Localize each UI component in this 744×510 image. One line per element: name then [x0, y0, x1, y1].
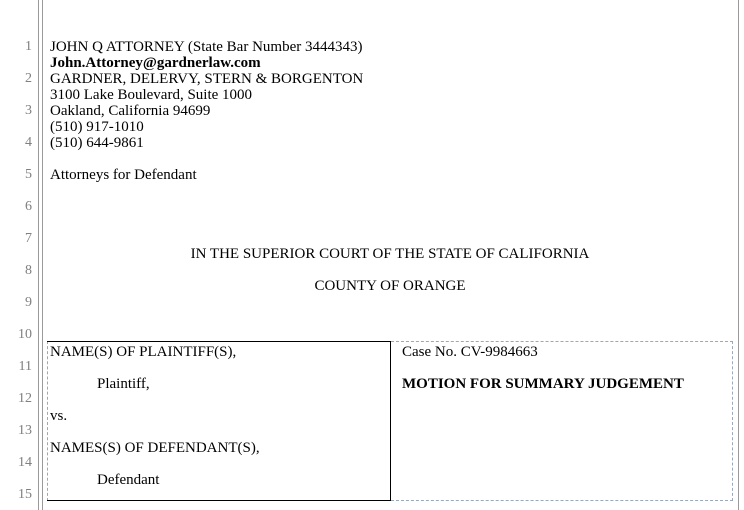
firm-fax[interactable]: (510) 644-9861: [50, 135, 144, 151]
firm-phone[interactable]: (510) 917-1010: [50, 119, 144, 135]
court-county[interactable]: COUNTY OF ORANGE: [314, 278, 466, 294]
line-number: 9: [25, 295, 32, 310]
line-number: 1: [25, 39, 32, 54]
line-number: 14: [18, 455, 32, 470]
versus-label[interactable]: vs.: [50, 408, 68, 424]
court-title[interactable]: IN THE SUPERIOR COURT OF THE STATE OF CALIFORNIA: [190, 246, 590, 262]
line-number: 11: [18, 359, 32, 374]
plaintiff-label[interactable]: Plaintiff,: [97, 376, 150, 392]
line-number: 7: [25, 231, 32, 246]
line-number: 3: [25, 103, 32, 118]
line-number: 12: [18, 391, 32, 406]
line-number: 6: [25, 199, 32, 214]
defendant-names[interactable]: NAMES(S) OF DEFENDANT(S),: [50, 440, 260, 456]
line-number: 4: [25, 135, 32, 150]
line-number: 8: [25, 263, 32, 278]
motion-title[interactable]: MOTION FOR SUMMARY JUDGEMENT: [402, 376, 684, 392]
attorney-name-bar-number[interactable]: JOHN Q ATTORNEY (State Bar Number 3444343): [50, 39, 363, 55]
firm-city-state-zip[interactable]: Oakland, California 94699: [50, 103, 211, 119]
attorney-email[interactable]: John.Attorney@gardnerlaw.com: [50, 55, 261, 71]
line-number: 2: [25, 71, 32, 86]
line-number: 10: [18, 327, 32, 342]
law-firm-name[interactable]: GARDNER, DELERVY, STERN & BORGENTON: [50, 71, 364, 87]
attorneys-for-party[interactable]: Attorneys for Defendant: [50, 167, 197, 183]
line-number: 15: [18, 487, 32, 502]
caption-top-border: [47, 341, 391, 342]
line-number: 13: [18, 423, 32, 438]
left-margin-rule: [38, 0, 39, 510]
plaintiff-names[interactable]: NAME(S) OF PLAINTIFF(S),: [50, 344, 237, 360]
firm-street-address[interactable]: 3100 Lake Boulevard, Suite 1000: [50, 87, 253, 103]
line-number: 5: [25, 167, 32, 182]
defendant-label[interactable]: Defendant: [97, 472, 160, 488]
case-number[interactable]: Case No. CV-9984663: [402, 344, 538, 360]
